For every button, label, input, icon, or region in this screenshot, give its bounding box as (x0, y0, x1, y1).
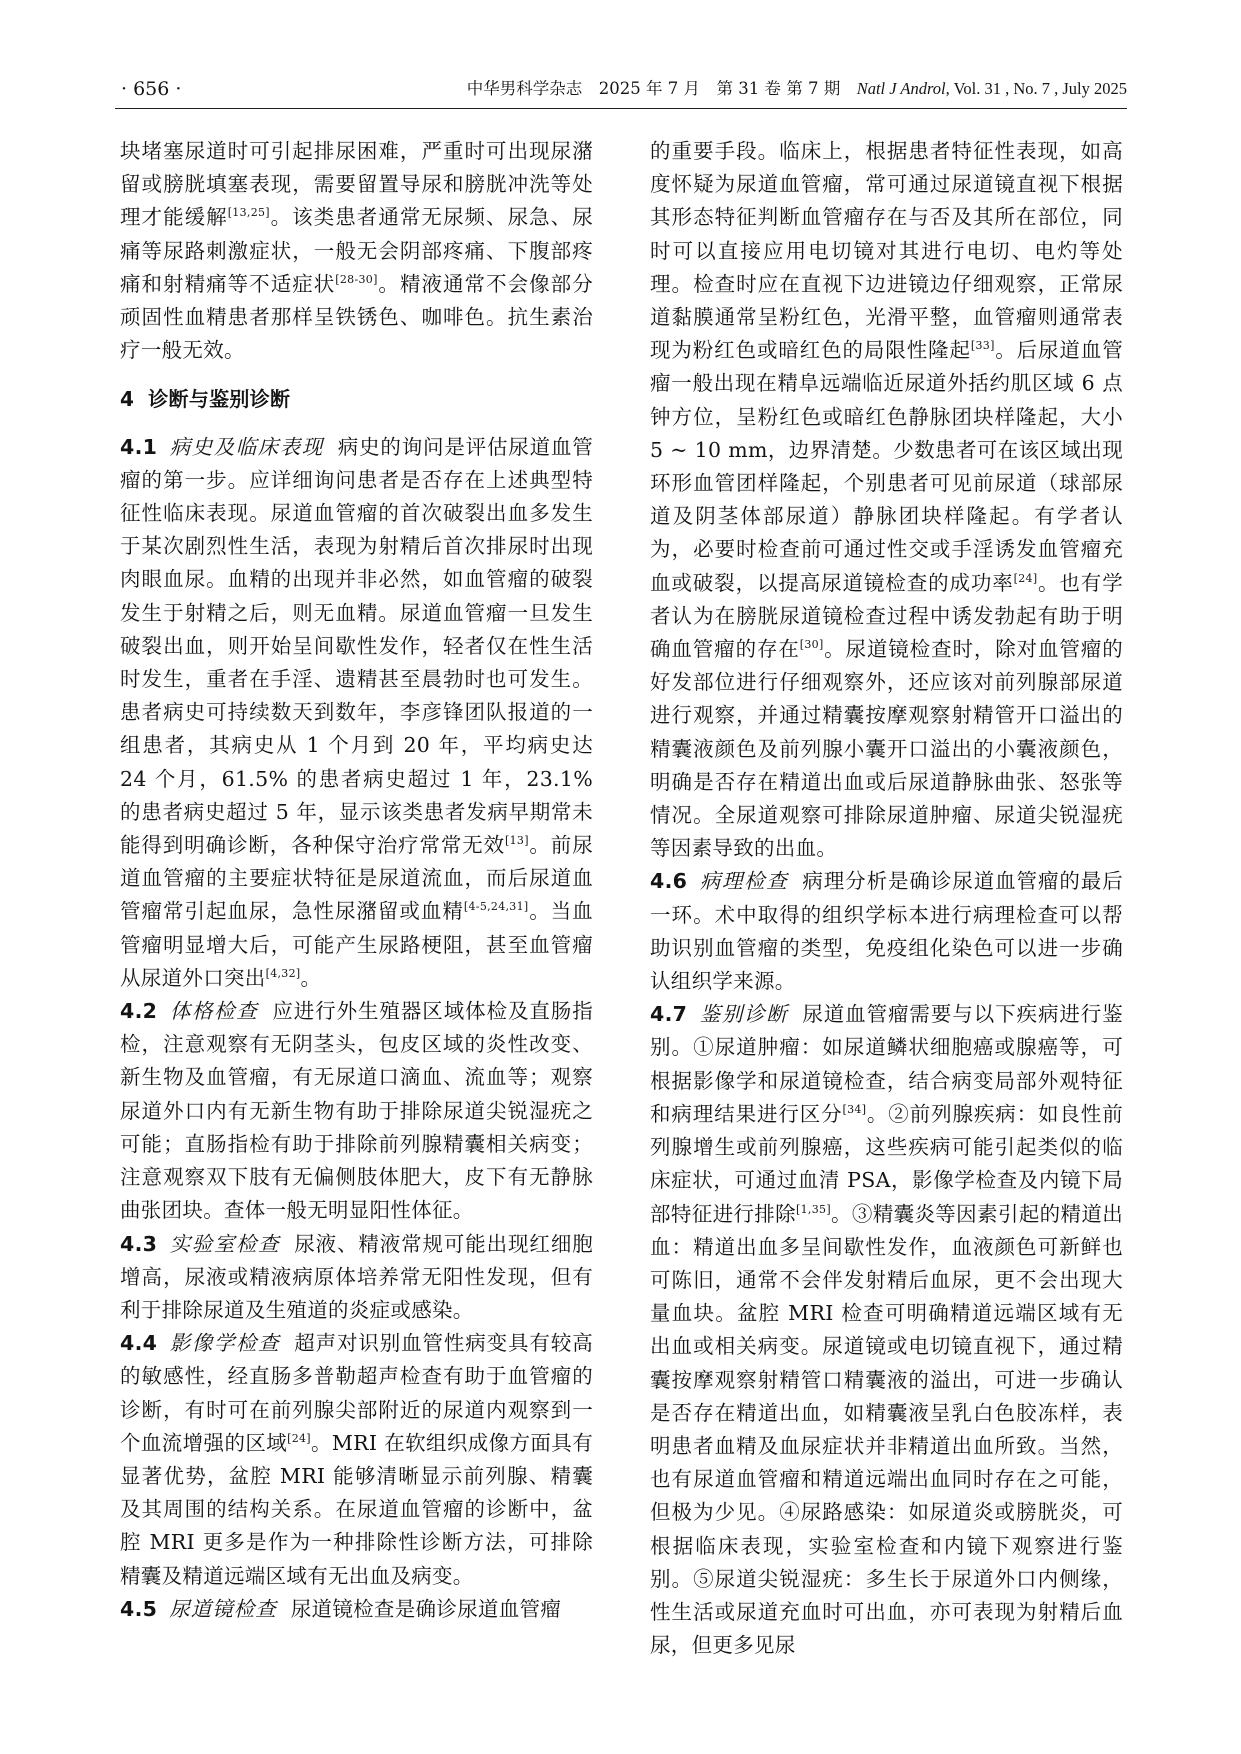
subsection-4-2: 4.2 体格检查 应进行外生殖器区域体检及直肠指检，注意观察有无阴茎头，包皮区域的炎性改变、新生物及血管瘤，有无尿道口滴血、流血等；观察尿道外口内有无新生物有助于排除尿道尖锐湿疣之可能；直肠指检有助于排除前列腺精囊相关病变；注意观察双下肢有无偏侧肢体肥大，皮下有无静脉曲张团块。查体一般无明显阳性体征。 (120, 999, 593, 1223)
citation[interactable]: [24] (287, 1431, 311, 1445)
citation[interactable]: [28-30] (335, 272, 378, 286)
subsection-4-6: 4.6 病理检查 病理分析是确诊尿道血管瘤的最后一环。术中取得的组织学标本进行病理检查可以帮助识别血管瘤的类型，免疫组化染色可以进一步确认组织学来源。 (650, 869, 1123, 994)
subsection-4-5-start: 4.5 尿道镜检查 尿道镜检查是确诊尿道血管瘤 (120, 1596, 562, 1621)
citation[interactable]: [1,35] (796, 1202, 831, 1216)
citation[interactable]: [4-5,24,31] (463, 900, 529, 914)
running-header (115, 78, 1127, 109)
journal-cn: 中华男科学杂志 2025 年 7 月 第 31 卷 第 7 期 (466, 79, 841, 98)
intro-paragraph: 块堵塞尿道时可引起排尿困难，严重时可出现尿潴留或膀胱填塞表现，需要留置导尿和膀胱冲洗等处理才能缓解[13,25]。该类患者通常无尿频、尿急、尿痛等尿路刺激症状，一般无会阴部疼痛、下腹部疼痛和射精痛等不适症状[28-30]。精液通常不会像部分顽固性血精患者那样呈铁锈色、咖啡色。抗生素治疗一般无效。 (120, 139, 593, 363)
subsection-4-4: 4.4 影像学检查 超声对识别血管性病变具有较高的敏感性，经直肠多普勒超声检查有助于血管瘤的诊断，有时可在前列腺尖部附近的尿道内观察到一个血流增强的区域[24]。MRI 在软组织成像方面具有显著优势，盆腔 MRI 能够清晰显示前列腺、精囊及其周围的结构关系。在尿道血管瘤的诊断中，盆腔 MRI 更多是作为一种排除性诊断方法，可排除精囊及精道远端区域有无出血及病变。 (120, 1331, 593, 1588)
subsection-4-3: 4.3 实验室检查 尿液、精液常规可能出现红细胞增高，尿液或精液病原体培养常无阳性发现，但有利于排除尿道及生殖道的炎症或感染。 (120, 1231, 593, 1322)
citation[interactable]: [33] (970, 339, 995, 353)
citation[interactable]: [24] (1013, 571, 1038, 585)
subsection-4-7: 4.7 鉴别诊断 尿道血管瘤需要与以下疾病进行鉴别。①尿道肿瘤：如尿道鳞状细胞癌或腺癌等，可根据影像学和尿道镜检查，结合病变局部外观特征和病理结果进行区分[34]。②前列腺疾病：如良性前列腺增生或前列腺癌，这些疾病可能引起类似的临床症状，可通过血清 PSA，影像学检查及内镜下局部特征进行排除[1,35]。③精囊炎等因素引起的精道出血：精道出血多呈间歇性发作，血液颜色可新鲜也可陈旧，通常不会伴发射精后血尿，更不会出现大量血块。盆腔 MRI 检查可明确精道远端区域有无出血或相关病变。尿道镜或电切镜直视下，通过精囊按摩观察射精管口精囊液的溢出，可进一步确认是否存在精道出血，如精囊液呈乳白色胶冻样，表明患者血精及血尿症状并非精道出血所致。当然，也有尿道血管瘤和精道远端出血同时存在之可能，但极为少见。④尿路感染：如尿道炎或膀胱炎，可根据临床表现，实验室检查和内镜下观察进行鉴别。⑤尿道尖锐湿疣：多生长于尿道外口内侧缘，性生活或尿道充血时可出血，亦可表现为射精后血尿，但更多见尿 (650, 1002, 1123, 1658)
left-column (120, 135, 593, 1695)
citation[interactable]: [13,25] (227, 206, 270, 220)
journal-en-title: Natl J Androl (856, 79, 946, 98)
citation[interactable]: [34] (842, 1103, 867, 1117)
right-column (650, 135, 1123, 1695)
section-heading-4: 4 诊断与鉴别诊断 (120, 387, 291, 412)
citation[interactable]: [30] (799, 638, 824, 652)
page-number: · 656 · (121, 78, 182, 100)
citation[interactable]: [13] (505, 834, 529, 848)
subsection-4-1: 4.1 病史及临床表现 病史的询问是评估尿道血管瘤的第一步。应详细询问患者是否存在上述典型特征性临床表现。尿道血管瘤的首次破裂出血多发生于某次剧烈性生活，表现为射精后首次排尿时出现肉眼血尿。血精的出现并非必然，如血管瘤的破裂发生于射精之后，则无血精。尿道血管瘤一旦发生破裂出血，则开始呈间歇性发作，轻者仅在性生活时发生，重者在手淫、遗精甚至晨勃时也可发生。患者病史可持续数天到数年，李彦锋团队报道的一组患者，其病史从 1 个月到 20 年，平均病史达 24 个月，61.5% 的患者病史超过 1 年，23.1% 的患者病史超过 5 年，显示该类患者发病早期常未能得到明确诊断，各种保守治疗常常无效[13]。前尿道血管瘤的主要症状特征是尿道流血，而后尿道血管瘤常引起血尿，急性尿潴留或血精[4-5,24,31]。当血管瘤明显增大后，可能产生尿路梗阻，甚至血管瘤从尿道外口突出[4,32]。 (120, 434, 593, 990)
subsection-4-5-cont: 的重要手段。临床上，根据患者特征性表现，如高度怀疑为尿道血管瘤，常可通过尿道镜直视下根据其形态特征判断血管瘤存在与否及其所在部位，同时可以直接应用电切镜对其进行电切、电灼等处理。检查时应在直视下边进镜边仔细观察，正常尿道黏膜通常呈粉红色，光滑平整，血管瘤则通常表现为粉红色或暗红色的局限性隆起[33]。后尿道血管瘤一般出现在精阜远端临近尿道外括约肌区域 6 点钟方位，呈粉红色或暗红色静脉团块样隆起，大小 5 ~ 10 mm，边界清楚。少数患者可在该区域出现环形血管团样隆起，个别患者可见前尿道（球部尿道及阴茎体部尿道）静脉团块样隆起。有学者认为，必要时检查前可通过性交或手淫诱发血管瘤充血或破裂，以提高尿道镜检查的成功率[24]。也有学者认为在膀胱尿道镜检查过程中诱发勃起有助于明确血管瘤的存在[30]。尿道镜检查时，除对血管瘤的好发部位进行仔细观察外，还应该对前列腺部尿道进行观察，并通过精囊按摩观察射精管开口溢出的精囊液颜色及前列腺小囊开口溢出的小囊液颜色，明确是否存在精道出血或后尿道静脉曲张、怒张等情况。全尿道观察可排除尿道肿瘤、尿道尖锐湿疣等因素导致的出血。 (650, 139, 1123, 861)
citation[interactable]: [4,32] (265, 967, 301, 981)
journal-en-issue: , Vol. 31 , No. 7 , July 2025 (945, 79, 1127, 98)
journal-citation (467, 78, 1127, 100)
